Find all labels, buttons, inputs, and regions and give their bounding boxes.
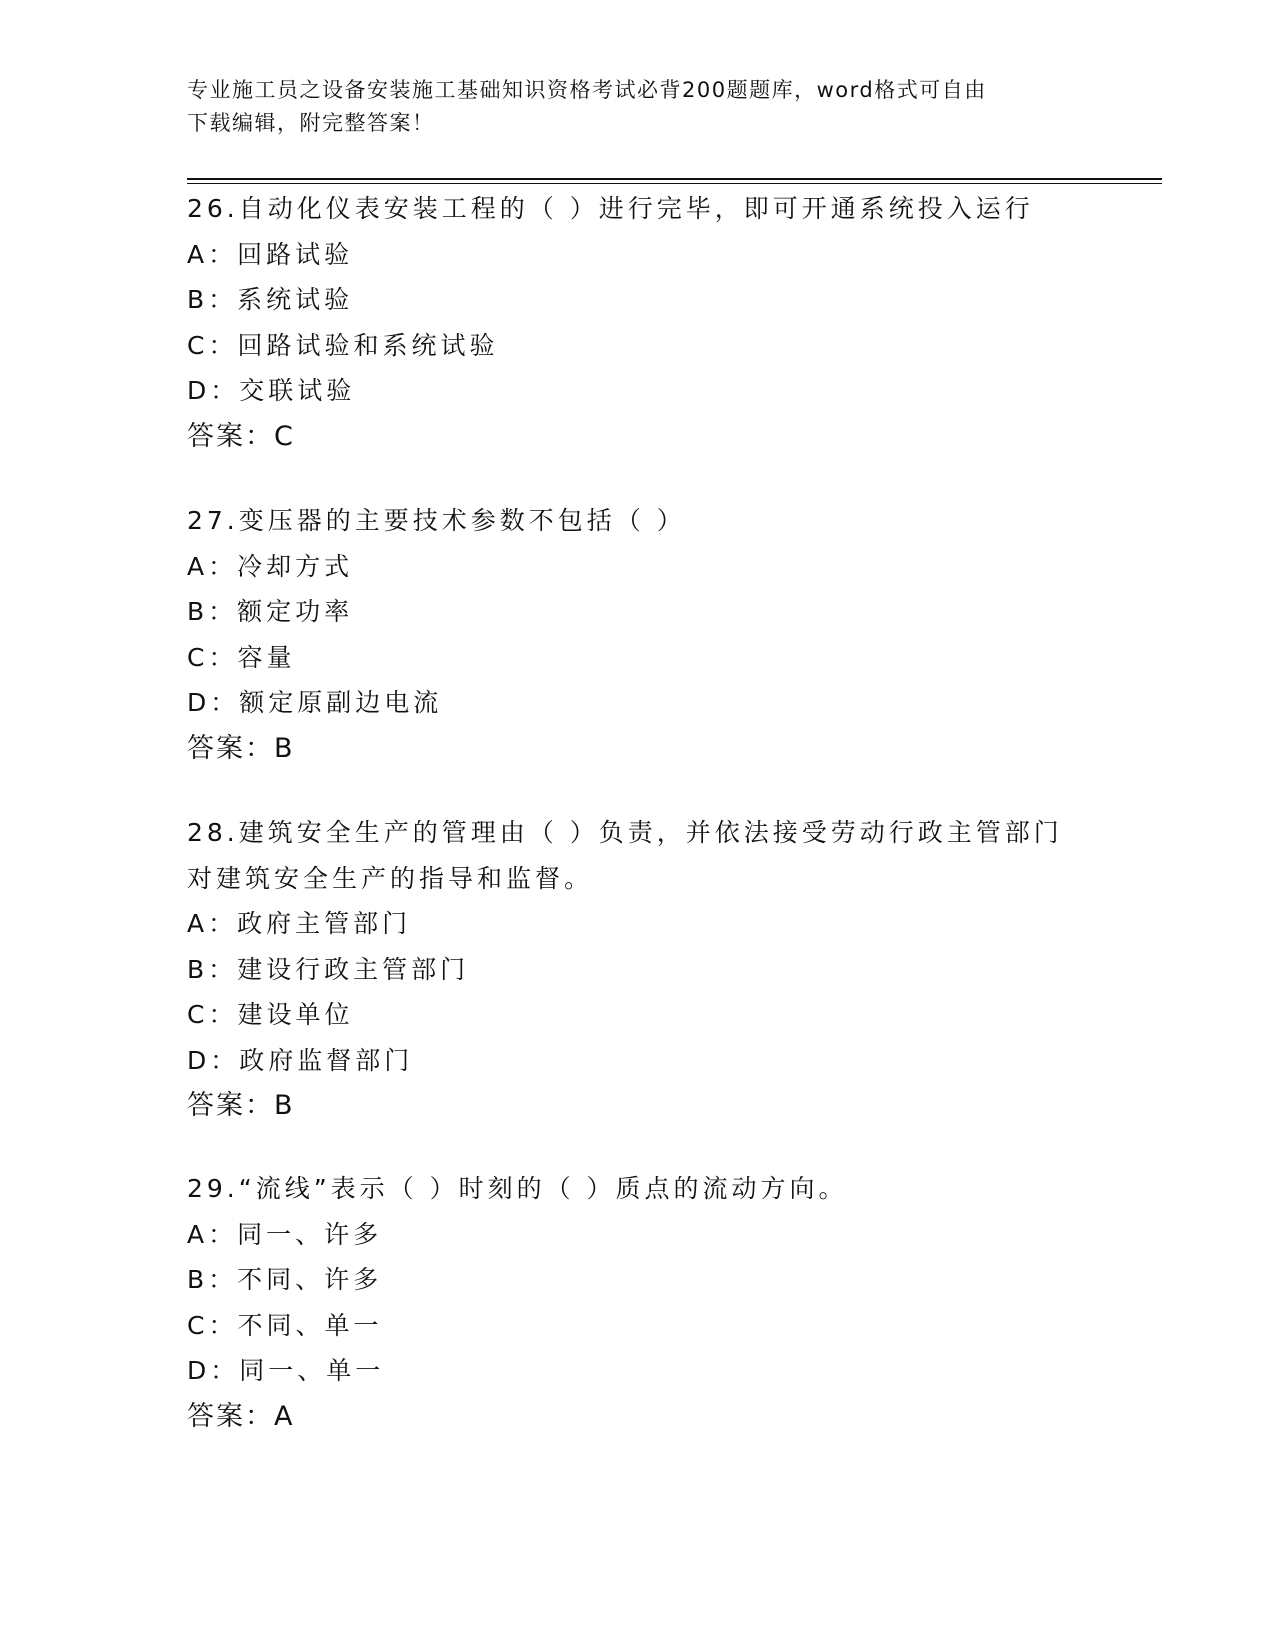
question-26: [187, 186, 1107, 459]
option-c: C：回路试验和系统试验: [187, 330, 499, 360]
header-line-2: 下载编辑，附完整答案！: [187, 111, 435, 135]
answer-label: 答案：: [187, 420, 274, 452]
answer-line: [187, 414, 1107, 460]
option-b: B：不同、许多: [187, 1265, 383, 1294]
option-d: D：交联试验: [187, 376, 356, 405]
option-c: C：不同、单一: [187, 1310, 383, 1340]
option-a: A：冷却方式: [187, 551, 354, 581]
answer-value: B: [274, 1090, 295, 1121]
answer-line: [187, 1083, 1107, 1129]
option-b: B：建设行政主管部门: [187, 954, 470, 984]
option-a: A：回路试验: [187, 239, 354, 269]
question-stem: 29.“流线”表示（ ）时刻的（ ）质点的流动方向。: [187, 1174, 848, 1203]
option-c: C：建设单位: [187, 1000, 354, 1029]
document-header: [187, 74, 1087, 140]
option-c: C：容量: [187, 642, 296, 672]
question-stem: 26.自动化仪表安装工程的（ ）进行完毕，即可开通系统投入运行: [187, 194, 1034, 223]
question-stem: 28.建筑安全生产的管理由（ ）负责，并依法接受劳动行政主管部门: [187, 818, 1063, 847]
option-a: A：政府主管部门: [187, 909, 412, 938]
question-stem-continued: 对建筑安全生产的指导和监督。: [187, 863, 594, 893]
question-28: [187, 810, 1107, 1129]
option-d: D：政府监督部门: [187, 1045, 414, 1075]
answer-value: A: [274, 1400, 295, 1432]
option-d: D：同一、单一: [187, 1356, 385, 1385]
header-line-1: 专业施工员之设备安装施工基础知识资格考试必背200题题库，word格式可自由: [187, 78, 987, 102]
answer-line: [187, 1394, 1107, 1440]
answer-label: 答案：: [187, 1400, 274, 1432]
answer-value: C: [274, 420, 295, 452]
option-d: D：额定原副边电流: [187, 688, 443, 717]
answer-label: 答案：: [187, 1090, 274, 1121]
question-27: [187, 498, 1107, 771]
question-29: [187, 1166, 1107, 1439]
answer-label: 答案：: [187, 732, 274, 764]
question-stem: 27.变压器的主要技术参数不包括（ ）: [187, 506, 686, 535]
answer-value: B: [274, 732, 295, 764]
header-divider-thin: [187, 183, 1162, 184]
option-b: B：额定功率: [187, 597, 354, 626]
header-divider-thick: [187, 178, 1162, 180]
option-a: A：同一、许多: [187, 1219, 383, 1249]
answer-line: [187, 726, 1107, 772]
option-b: B：系统试验: [187, 285, 354, 314]
